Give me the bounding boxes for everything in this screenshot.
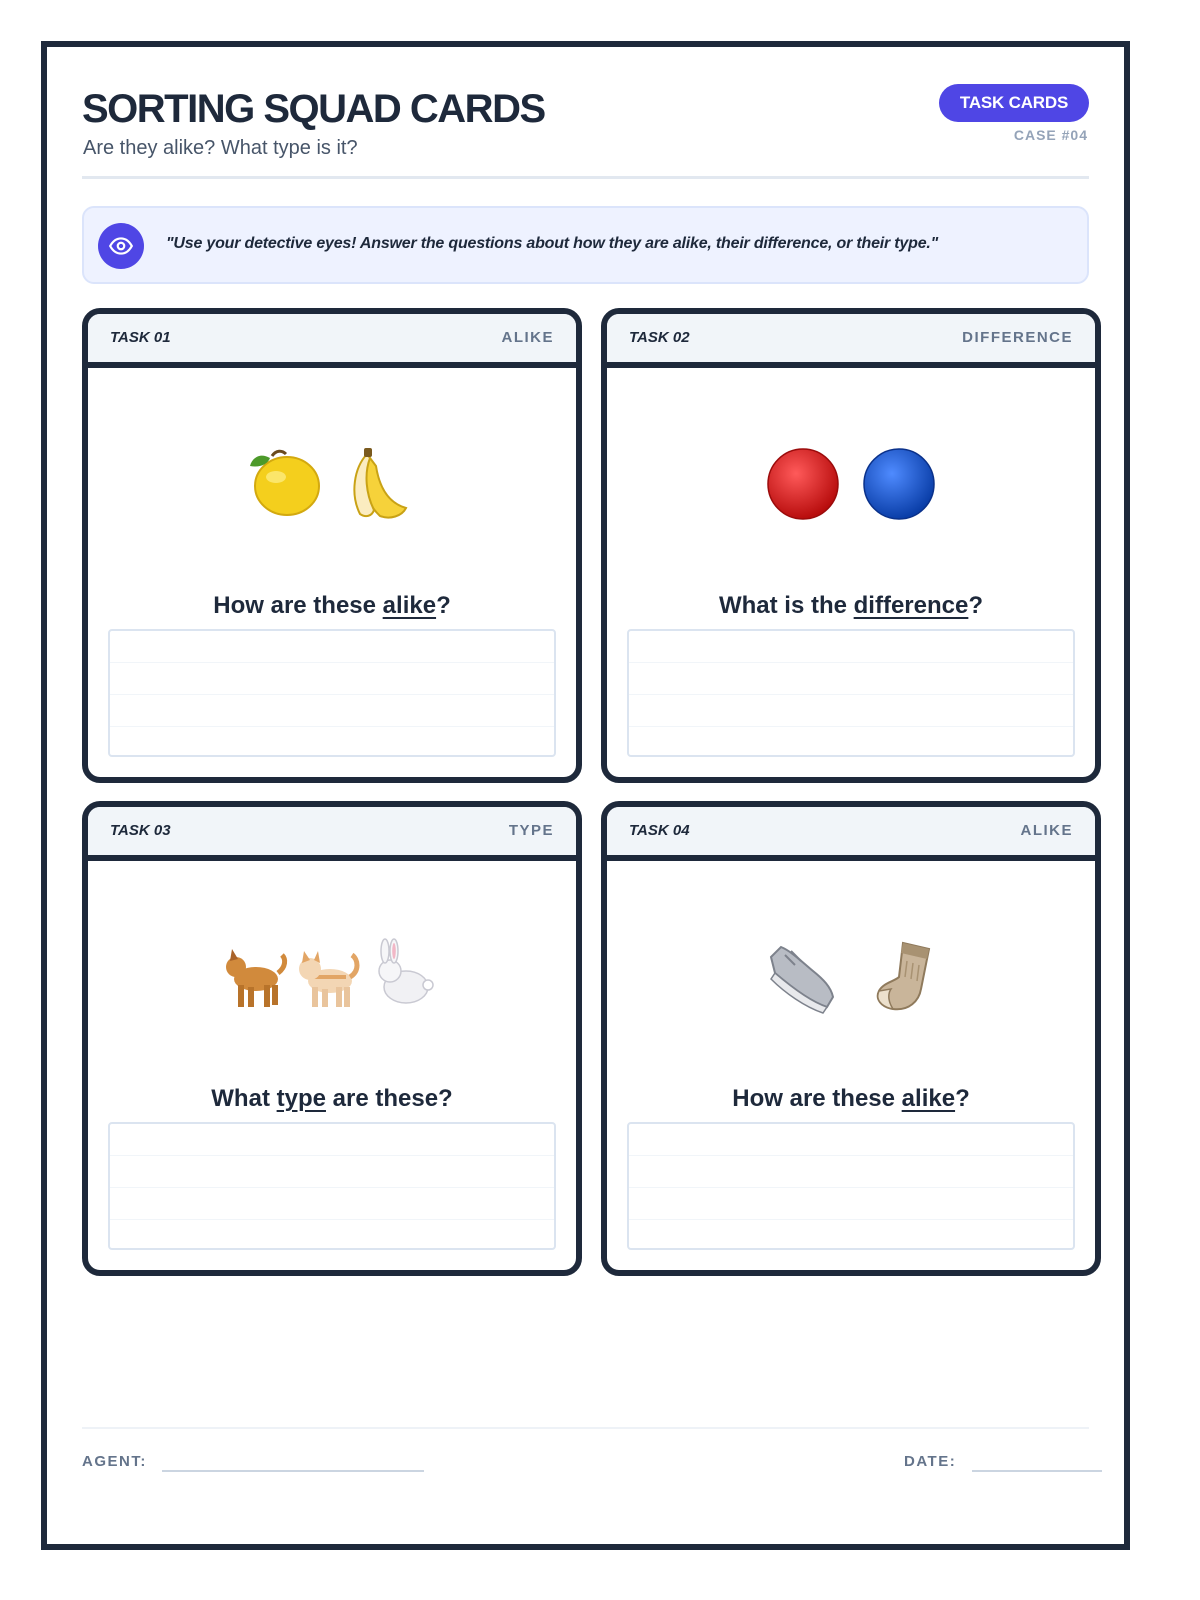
picture-row [607, 937, 1095, 1022]
case-number: CASE #04 [1013, 127, 1088, 143]
date-line[interactable] [972, 1470, 1102, 1472]
answer-box[interactable] [108, 629, 556, 757]
rabbit-icon [379, 939, 433, 1003]
cat-icon [299, 951, 357, 1007]
instruction-banner [82, 206, 1089, 284]
task-card-3 [82, 801, 582, 1276]
card-header [88, 807, 576, 861]
blue-circle-icon [864, 449, 934, 519]
task-kind: DIFFERENCE [962, 329, 1073, 346]
worksheet-page [41, 41, 1130, 1550]
task-card-2 [601, 308, 1101, 783]
agent-name-line[interactable] [162, 1470, 424, 1472]
answer-box[interactable] [627, 629, 1075, 757]
date-label: DATE: [904, 1453, 957, 1470]
picture-row [88, 444, 576, 529]
sneaker-icon [771, 947, 833, 1013]
task-number: TASK 04 [629, 822, 690, 839]
task-number: TASK 03 [110, 822, 171, 839]
question-text: How are these alike? [732, 1085, 970, 1112]
dog-icon [226, 949, 285, 1007]
card-header [607, 314, 1095, 368]
lemon-icon [250, 451, 319, 515]
sock-icon [878, 943, 929, 1009]
answer-box[interactable] [108, 1122, 556, 1250]
agent-label: AGENT: [82, 1453, 147, 1470]
question-text: How are these alike? [213, 592, 451, 619]
instruction-quote: "Use your detective eyes! Answer the questions about how they are alike, their difference, or their type." [166, 235, 939, 252]
task-cards-badge: TASK CARDS [939, 84, 1089, 122]
page-title: SORTING SQUAD CARDS [82, 87, 545, 131]
red-circle-icon [768, 449, 838, 519]
task-number: TASK 02 [629, 329, 690, 346]
banana-icon [354, 448, 406, 518]
picture-row [88, 937, 576, 1022]
task-card-1 [82, 308, 582, 783]
header-divider [82, 176, 1089, 179]
picture-row [607, 444, 1095, 529]
page-subtitle: Are they alike? What type is it? [83, 137, 358, 159]
answer-box[interactable] [627, 1122, 1075, 1250]
card-header [607, 807, 1095, 861]
footer-divider [82, 1427, 1089, 1429]
task-card-4 [601, 801, 1101, 1276]
task-kind: TYPE [508, 822, 554, 839]
task-kind: ALIKE [1020, 822, 1073, 839]
card-header [88, 314, 576, 368]
eye-icon [98, 223, 144, 269]
task-kind: ALIKE [501, 329, 554, 346]
question-text: What is the difference? [718, 592, 984, 619]
question-text: What type are these? [211, 1085, 453, 1112]
task-number: TASK 01 [110, 329, 171, 346]
